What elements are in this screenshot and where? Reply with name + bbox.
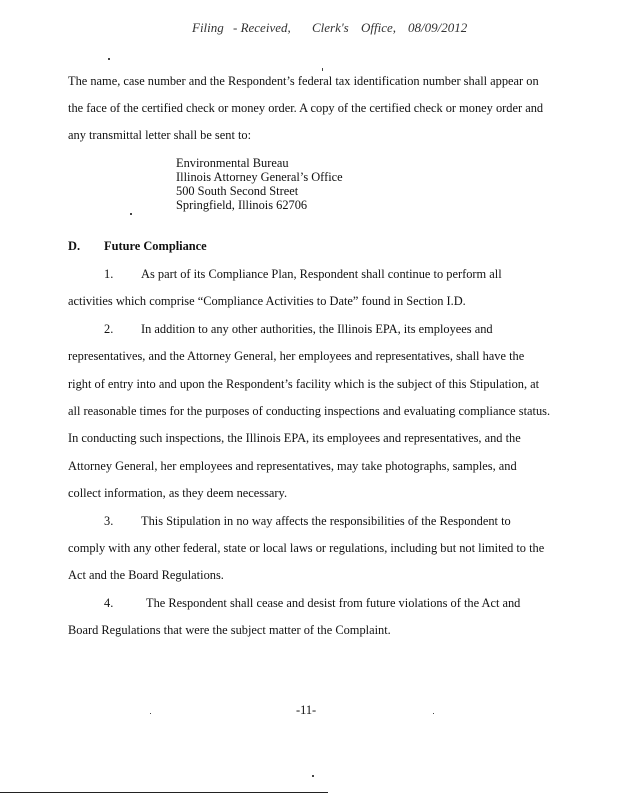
paragraph-line: In conducting such inspections, the Illinois EPA, its employees and representatives, and the <box>68 431 521 445</box>
address-line: Environmental Bureau <box>176 156 289 170</box>
paragraph-number: 1. <box>104 267 114 281</box>
paragraph-number: 4. <box>104 596 114 610</box>
paragraph-line: As part of its Compliance Plan, Respondent shall continue to perform all <box>141 267 502 281</box>
bottom-rule <box>0 792 328 793</box>
paragraph-line: collect information, as they deem necessary. <box>68 486 288 500</box>
intro-line: any transmittal letter shall be sent to: <box>68 128 252 142</box>
paragraph-line: representatives, and the Attorney General, her employees and representatives, shall have the <box>68 349 525 363</box>
header-filing: Filing <box>192 20 224 35</box>
paragraph-number: 3. <box>104 514 114 528</box>
scan-speck <box>150 713 151 714</box>
paragraph-line: This Stipulation in no way affects the responsibilities of the Respondent to <box>141 514 511 528</box>
paragraph-line: Attorney General, her employees and representatives, may take photographs, samples, and <box>68 459 517 473</box>
page-number: -11- <box>296 703 317 717</box>
paragraph-line: all reasonable times for the purposes of conducting inspections and evaluating compliance status. <box>68 404 551 418</box>
header-office: Office, <box>361 20 397 35</box>
paragraph-number: 2. <box>104 322 114 336</box>
header-date: 08/09/2012 <box>408 20 468 35</box>
scan-speck <box>108 58 110 60</box>
paragraph-line: comply with any other federal, state or local laws or regulations, including but not limited to the <box>68 541 545 555</box>
address-line: Illinois Attorney General’s Office <box>176 170 343 184</box>
paragraph-line: right of entry into and upon the Respondent’s facility which is the subject of this Stipulation, at <box>68 377 540 391</box>
section-title: Future Compliance <box>104 239 207 253</box>
paragraph-line: activities which comprise “Compliance Activities to Date” found in Section I.D. <box>68 294 466 308</box>
intro-line: the face of the certified check or money order. A copy of the certified check or money order and <box>68 101 544 115</box>
scan-speck <box>322 68 323 71</box>
section-letter: D. <box>68 239 81 253</box>
paragraph-line: The Respondent shall cease and desist from future violations of the Act and <box>146 596 521 610</box>
address-line: Springfield, Illinois 62706 <box>176 198 308 212</box>
header-clerks: Clerk's <box>312 20 349 35</box>
paragraph-line: Act and the Board Regulations. <box>68 568 224 582</box>
paragraph-line: Board Regulations that were the subject matter of the Complaint. <box>68 623 391 637</box>
scan-speck <box>130 213 132 215</box>
intro-line: The name, case number and the Respondent’s federal tax identification number shall appear on <box>68 74 539 88</box>
paragraph-line: In addition to any other authorities, the Illinois EPA, its employees and <box>141 322 493 336</box>
filing-header <box>0 20 621 40</box>
scan-speck <box>433 713 434 714</box>
header-received: - Received, <box>233 20 291 35</box>
scan-speck <box>312 775 314 777</box>
address-line: 500 South Second Street <box>176 184 299 198</box>
